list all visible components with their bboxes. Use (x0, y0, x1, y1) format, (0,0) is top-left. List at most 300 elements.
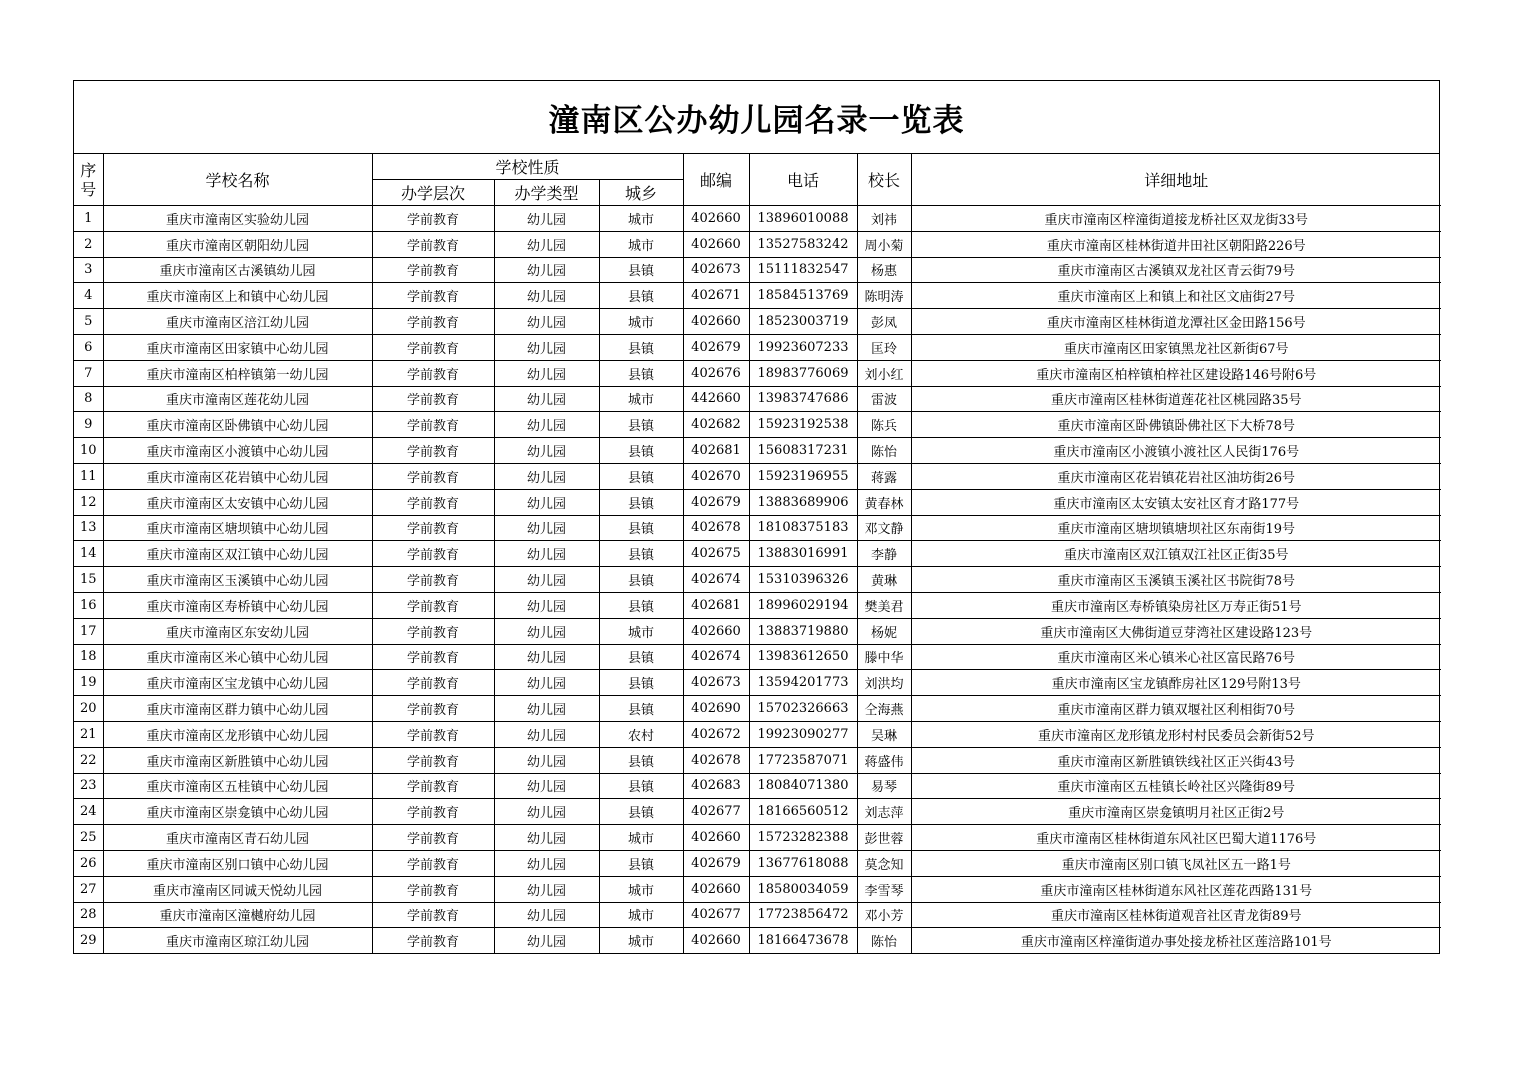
cell-address: 重庆市潼南区田家镇黑龙社区新街67号 (911, 334, 1441, 360)
cell-phone: 18580034059 (749, 876, 857, 902)
cell-area: 城市 (599, 206, 683, 232)
table-row (74, 799, 1441, 825)
cell-area: 县镇 (599, 360, 683, 386)
table-row (74, 644, 1441, 670)
cell-school-name: 重庆市潼南区塘坝镇中心幼儿园 (103, 515, 372, 541)
cell-phone: 15923192538 (749, 412, 857, 438)
cell-type: 幼儿园 (494, 799, 599, 825)
cell-area: 县镇 (599, 412, 683, 438)
cell-type: 幼儿园 (494, 825, 599, 851)
cell-principal: 滕中华 (857, 644, 911, 670)
cell-principal: 刘志萍 (857, 799, 911, 825)
cell-area: 县镇 (599, 644, 683, 670)
cell-postcode: 402671 (683, 283, 749, 309)
cell-seq: 16 (74, 592, 103, 618)
cell-postcode: 402673 (683, 257, 749, 283)
cell-level: 学前教育 (372, 206, 494, 232)
cell-postcode: 402675 (683, 541, 749, 567)
cell-phone: 19923607233 (749, 334, 857, 360)
table-row (74, 489, 1441, 515)
cell-postcode: 402674 (683, 567, 749, 593)
table-row (74, 309, 1441, 335)
cell-address: 重庆市潼南区五桂镇长岭社区兴隆街89号 (911, 773, 1441, 799)
cell-seq: 17 (74, 618, 103, 644)
cell-address: 重庆市潼南区大佛街道豆芽湾社区建设路123号 (911, 618, 1441, 644)
cell-postcode: 402670 (683, 463, 749, 489)
table-row (74, 231, 1441, 257)
cell-seq: 22 (74, 747, 103, 773)
cell-level: 学前教育 (372, 463, 494, 489)
cell-postcode: 402682 (683, 412, 749, 438)
cell-type: 幼儿园 (494, 515, 599, 541)
cell-school-name: 重庆市潼南区同诚天悦幼儿园 (103, 876, 372, 902)
cell-school-name: 重庆市潼南区涪江幼儿园 (103, 309, 372, 335)
cell-school-name: 重庆市潼南区玉溪镇中心幼儿园 (103, 567, 372, 593)
cell-school-name: 重庆市潼南区宝龙镇中心幼儿园 (103, 670, 372, 696)
cell-school-name: 重庆市潼南区田家镇中心幼儿园 (103, 334, 372, 360)
cell-school-name: 重庆市潼南区群力镇中心幼儿园 (103, 696, 372, 722)
cell-level: 学前教育 (372, 257, 494, 283)
cell-principal: 蒋盛伟 (857, 747, 911, 773)
table-body (74, 206, 1441, 954)
cell-phone: 18108375183 (749, 515, 857, 541)
cell-address: 重庆市潼南区花岩镇花岩社区油坊街26号 (911, 463, 1441, 489)
cell-type: 幼儿园 (494, 463, 599, 489)
cell-phone: 18166473678 (749, 928, 857, 953)
table-row (74, 412, 1441, 438)
cell-type: 幼儿园 (494, 670, 599, 696)
cell-postcode: 402681 (683, 592, 749, 618)
cell-address: 重庆市潼南区桂林街道东风社区莲花西路131号 (911, 876, 1441, 902)
cell-area: 县镇 (599, 592, 683, 618)
cell-postcode: 402660 (683, 618, 749, 644)
cell-level: 学前教育 (372, 334, 494, 360)
cell-school-name: 重庆市潼南区别口镇中心幼儿园 (103, 850, 372, 876)
cell-type: 幼儿园 (494, 618, 599, 644)
cell-seq: 21 (74, 721, 103, 747)
cell-principal: 黄琳 (857, 567, 911, 593)
cell-postcode: 402674 (683, 644, 749, 670)
cell-phone: 17723856472 (749, 902, 857, 928)
cell-area: 城市 (599, 618, 683, 644)
cell-postcode: 442660 (683, 386, 749, 412)
cell-area: 县镇 (599, 747, 683, 773)
cell-phone: 13677618088 (749, 850, 857, 876)
table-row (74, 386, 1441, 412)
cell-type: 幼儿园 (494, 850, 599, 876)
cell-phone: 18523003719 (749, 309, 857, 335)
cell-seq: 9 (74, 412, 103, 438)
cell-phone: 13883016991 (749, 541, 857, 567)
cell-area: 县镇 (599, 670, 683, 696)
cell-type: 幼儿园 (494, 283, 599, 309)
cell-seq: 28 (74, 902, 103, 928)
table-row (74, 670, 1441, 696)
header-name: 学校名称 (103, 154, 372, 206)
cell-principal: 李静 (857, 541, 911, 567)
cell-area: 县镇 (599, 567, 683, 593)
cell-school-name: 重庆市潼南区实验幼儿园 (103, 206, 372, 232)
cell-seq: 27 (74, 876, 103, 902)
cell-area: 县镇 (599, 463, 683, 489)
cell-area: 农村 (599, 721, 683, 747)
cell-type: 幼儿园 (494, 334, 599, 360)
cell-type: 幼儿园 (494, 231, 599, 257)
cell-school-name: 重庆市潼南区崇龛镇中心幼儿园 (103, 799, 372, 825)
table-row (74, 902, 1441, 928)
cell-principal: 陈怡 (857, 928, 911, 953)
cell-principal: 刘祎 (857, 206, 911, 232)
cell-area: 县镇 (599, 515, 683, 541)
cell-school-name: 重庆市潼南区龙形镇中心幼儿园 (103, 721, 372, 747)
cell-phone: 13883689906 (749, 489, 857, 515)
cell-principal: 匡玲 (857, 334, 911, 360)
cell-principal: 陈怡 (857, 438, 911, 464)
table-row (74, 773, 1441, 799)
cell-seq: 2 (74, 231, 103, 257)
cell-seq: 19 (74, 670, 103, 696)
cell-school-name: 重庆市潼南区新胜镇中心幼儿园 (103, 747, 372, 773)
cell-principal: 刘洪均 (857, 670, 911, 696)
table-row (74, 876, 1441, 902)
cell-type: 幼儿园 (494, 386, 599, 412)
cell-principal: 彭凤 (857, 309, 911, 335)
table-row (74, 515, 1441, 541)
cell-address: 重庆市潼南区梓潼街道办事处接龙桥社区莲涪路101号 (911, 928, 1441, 953)
cell-address: 重庆市潼南区寿桥镇染房社区万寿正街51号 (911, 592, 1441, 618)
cell-type: 幼儿园 (494, 928, 599, 953)
header-nature: 学校性质 (372, 154, 683, 180)
cell-area: 县镇 (599, 773, 683, 799)
cell-level: 学前教育 (372, 747, 494, 773)
cell-principal: 樊美君 (857, 592, 911, 618)
cell-postcode: 402660 (683, 825, 749, 851)
table-row (74, 283, 1441, 309)
cell-phone: 13594201773 (749, 670, 857, 696)
cell-principal: 仝海燕 (857, 696, 911, 722)
cell-area: 县镇 (599, 438, 683, 464)
cell-type: 幼儿园 (494, 644, 599, 670)
cell-school-name: 重庆市潼南区米心镇中心幼儿园 (103, 644, 372, 670)
cell-type: 幼儿园 (494, 696, 599, 722)
cell-principal: 邓小芳 (857, 902, 911, 928)
cell-principal: 蒋露 (857, 463, 911, 489)
cell-phone: 15702326663 (749, 696, 857, 722)
table-row (74, 360, 1441, 386)
cell-type: 幼儿园 (494, 206, 599, 232)
header-postcode: 邮编 (683, 154, 749, 206)
cell-phone: 13983612650 (749, 644, 857, 670)
cell-area: 县镇 (599, 799, 683, 825)
header-address: 详细地址 (911, 154, 1441, 206)
cell-seq: 4 (74, 283, 103, 309)
cell-phone: 13527583242 (749, 231, 857, 257)
cell-level: 学前教育 (372, 360, 494, 386)
cell-type: 幼儿园 (494, 360, 599, 386)
cell-address: 重庆市潼南区塘坝镇塘坝社区东南街19号 (911, 515, 1441, 541)
cell-level: 学前教育 (372, 696, 494, 722)
cell-area: 县镇 (599, 696, 683, 722)
cell-address: 重庆市潼南区小渡镇小渡社区人民街176号 (911, 438, 1441, 464)
cell-postcode: 402660 (683, 309, 749, 335)
cell-school-name: 重庆市潼南区上和镇中心幼儿园 (103, 283, 372, 309)
cell-type: 幼儿园 (494, 721, 599, 747)
cell-school-name: 重庆市潼南区花岩镇中心幼儿园 (103, 463, 372, 489)
cell-principal: 刘小红 (857, 360, 911, 386)
cell-seq: 29 (74, 928, 103, 953)
cell-seq: 24 (74, 799, 103, 825)
cell-postcode: 402660 (683, 876, 749, 902)
cell-address: 重庆市潼南区上和镇上和社区文庙街27号 (911, 283, 1441, 309)
cell-phone: 15723282388 (749, 825, 857, 851)
cell-school-name: 重庆市潼南区古溪镇幼儿园 (103, 257, 372, 283)
cell-area: 县镇 (599, 850, 683, 876)
cell-level: 学前教育 (372, 825, 494, 851)
cell-phone: 18084071380 (749, 773, 857, 799)
table-row (74, 618, 1441, 644)
cell-principal: 陈明涛 (857, 283, 911, 309)
cell-level: 学前教育 (372, 412, 494, 438)
cell-type: 幼儿园 (494, 747, 599, 773)
cell-level: 学前教育 (372, 592, 494, 618)
cell-address: 重庆市潼南区米心镇米心社区富民路76号 (911, 644, 1441, 670)
table-row (74, 334, 1441, 360)
cell-phone: 13883719880 (749, 618, 857, 644)
cell-level: 学前教育 (372, 618, 494, 644)
cell-level: 学前教育 (372, 438, 494, 464)
cell-address: 重庆市潼南区梓潼街道接龙桥社区双龙街33号 (911, 206, 1441, 232)
cell-school-name: 重庆市潼南区双江镇中心幼儿园 (103, 541, 372, 567)
cell-level: 学前教育 (372, 386, 494, 412)
cell-address: 重庆市潼南区群力镇双堰社区利相街70号 (911, 696, 1441, 722)
cell-phone: 15923196955 (749, 463, 857, 489)
cell-area: 县镇 (599, 489, 683, 515)
cell-school-name: 重庆市潼南区青石幼儿园 (103, 825, 372, 851)
cell-seq: 12 (74, 489, 103, 515)
cell-principal: 李雪琴 (857, 876, 911, 902)
cell-principal: 吴琳 (857, 721, 911, 747)
cell-area: 城市 (599, 231, 683, 257)
cell-level: 学前教育 (372, 541, 494, 567)
cell-area: 县镇 (599, 283, 683, 309)
cell-principal: 邓文静 (857, 515, 911, 541)
cell-address: 重庆市潼南区太安镇太安社区育才路177号 (911, 489, 1441, 515)
cell-principal: 杨惠 (857, 257, 911, 283)
cell-phone: 17723587071 (749, 747, 857, 773)
page-title: 潼南区公办幼儿园名录一览表 (74, 81, 1439, 154)
cell-phone: 13983747686 (749, 386, 857, 412)
cell-type: 幼儿园 (494, 876, 599, 902)
cell-type: 幼儿园 (494, 902, 599, 928)
cell-postcode: 402660 (683, 231, 749, 257)
cell-level: 学前教育 (372, 902, 494, 928)
cell-area: 县镇 (599, 257, 683, 283)
table-row (74, 721, 1441, 747)
cell-seq: 7 (74, 360, 103, 386)
cell-phone: 18983776069 (749, 360, 857, 386)
header-level: 办学层次 (372, 180, 494, 206)
cell-address: 重庆市潼南区桂林街道莲花社区桃园路35号 (911, 386, 1441, 412)
cell-address: 重庆市潼南区玉溪镇玉溪社区书院街78号 (911, 567, 1441, 593)
cell-phone: 15111832547 (749, 257, 857, 283)
cell-type: 幼儿园 (494, 592, 599, 618)
cell-area: 县镇 (599, 541, 683, 567)
cell-phone: 18166560512 (749, 799, 857, 825)
cell-school-name: 重庆市潼南区小渡镇中心幼儿园 (103, 438, 372, 464)
cell-address: 重庆市潼南区柏梓镇柏梓社区建设路146号附6号 (911, 360, 1441, 386)
cell-address: 重庆市潼南区龙形镇龙形村村民委员会新街52号 (911, 721, 1441, 747)
cell-level: 学前教育 (372, 309, 494, 335)
cell-principal: 彭世蓉 (857, 825, 911, 851)
cell-seq: 13 (74, 515, 103, 541)
cell-level: 学前教育 (372, 644, 494, 670)
kindergarten-table (74, 154, 1441, 953)
cell-area: 城市 (599, 825, 683, 851)
cell-type: 幼儿园 (494, 438, 599, 464)
cell-address: 重庆市潼南区桂林街道观音社区青龙街89号 (911, 902, 1441, 928)
cell-level: 学前教育 (372, 515, 494, 541)
cell-phone: 18584513769 (749, 283, 857, 309)
cell-seq: 11 (74, 463, 103, 489)
cell-seq: 14 (74, 541, 103, 567)
table-row (74, 850, 1441, 876)
table-row (74, 825, 1441, 851)
header-phone: 电话 (749, 154, 857, 206)
cell-address: 重庆市潼南区桂林街道井田社区朝阳路226号 (911, 231, 1441, 257)
table-row (74, 567, 1441, 593)
cell-area: 城市 (599, 876, 683, 902)
kindergarten-list-sheet (73, 80, 1440, 954)
header-area: 城乡 (599, 180, 683, 206)
cell-type: 幼儿园 (494, 567, 599, 593)
cell-phone: 19923090277 (749, 721, 857, 747)
cell-principal: 黄春林 (857, 489, 911, 515)
cell-seq: 8 (74, 386, 103, 412)
cell-level: 学前教育 (372, 876, 494, 902)
cell-postcode: 402679 (683, 850, 749, 876)
cell-address: 重庆市潼南区卧佛镇卧佛社区下大桥78号 (911, 412, 1441, 438)
cell-postcode: 402690 (683, 696, 749, 722)
cell-school-name: 重庆市潼南区太安镇中心幼儿园 (103, 489, 372, 515)
cell-postcode: 402672 (683, 721, 749, 747)
cell-level: 学前教育 (372, 231, 494, 257)
cell-phone: 15310396326 (749, 567, 857, 593)
table-row (74, 928, 1441, 953)
header-type: 办学类型 (494, 180, 599, 206)
cell-postcode: 402681 (683, 438, 749, 464)
table-header (74, 154, 1441, 206)
cell-seq: 25 (74, 825, 103, 851)
cell-area: 县镇 (599, 334, 683, 360)
cell-address: 重庆市潼南区崇龛镇明月社区正街2号 (911, 799, 1441, 825)
cell-seq: 20 (74, 696, 103, 722)
cell-school-name: 重庆市潼南区莲花幼儿园 (103, 386, 372, 412)
cell-seq: 5 (74, 309, 103, 335)
cell-address: 重庆市潼南区双江镇双江社区正街35号 (911, 541, 1441, 567)
cell-principal: 杨妮 (857, 618, 911, 644)
cell-area: 城市 (599, 309, 683, 335)
header-principal: 校长 (857, 154, 911, 206)
table-row (74, 592, 1441, 618)
cell-school-name: 重庆市潼南区卧佛镇中心幼儿园 (103, 412, 372, 438)
cell-school-name: 重庆市潼南区朝阳幼儿园 (103, 231, 372, 257)
cell-phone: 13896010088 (749, 206, 857, 232)
cell-address: 重庆市潼南区新胜镇铁线社区正兴街43号 (911, 747, 1441, 773)
cell-postcode: 402683 (683, 773, 749, 799)
cell-seq: 15 (74, 567, 103, 593)
cell-seq: 23 (74, 773, 103, 799)
cell-school-name: 重庆市潼南区琼江幼儿园 (103, 928, 372, 953)
header-seq: 序号 (74, 154, 103, 206)
cell-phone: 15608317231 (749, 438, 857, 464)
cell-postcode: 402679 (683, 489, 749, 515)
cell-postcode: 402673 (683, 670, 749, 696)
table-row (74, 747, 1441, 773)
cell-principal: 易琴 (857, 773, 911, 799)
cell-level: 学前教育 (372, 721, 494, 747)
cell-principal: 周小菊 (857, 231, 911, 257)
table-row (74, 696, 1441, 722)
cell-seq: 18 (74, 644, 103, 670)
cell-principal: 莫念知 (857, 850, 911, 876)
cell-type: 幼儿园 (494, 773, 599, 799)
cell-postcode: 402676 (683, 360, 749, 386)
cell-type: 幼儿园 (494, 489, 599, 515)
cell-level: 学前教育 (372, 850, 494, 876)
cell-principal: 陈兵 (857, 412, 911, 438)
cell-school-name: 重庆市潼南区寿桥镇中心幼儿园 (103, 592, 372, 618)
cell-level: 学前教育 (372, 773, 494, 799)
table-row (74, 438, 1441, 464)
cell-area: 城市 (599, 386, 683, 412)
table-row (74, 257, 1441, 283)
cell-level: 学前教育 (372, 567, 494, 593)
cell-level: 学前教育 (372, 283, 494, 309)
cell-level: 学前教育 (372, 799, 494, 825)
cell-school-name: 重庆市潼南区五桂镇中心幼儿园 (103, 773, 372, 799)
cell-type: 幼儿园 (494, 309, 599, 335)
cell-postcode: 402679 (683, 334, 749, 360)
cell-postcode: 402660 (683, 206, 749, 232)
cell-postcode: 402678 (683, 515, 749, 541)
cell-type: 幼儿园 (494, 257, 599, 283)
cell-school-name: 重庆市潼南区东安幼儿园 (103, 618, 372, 644)
cell-postcode: 402677 (683, 799, 749, 825)
cell-seq: 10 (74, 438, 103, 464)
cell-level: 学前教育 (372, 489, 494, 515)
cell-postcode: 402677 (683, 902, 749, 928)
cell-seq: 3 (74, 257, 103, 283)
cell-level: 学前教育 (372, 670, 494, 696)
cell-postcode: 402678 (683, 747, 749, 773)
cell-address: 重庆市潼南区桂林街道东风社区巴蜀大道1176号 (911, 825, 1441, 851)
cell-area: 城市 (599, 928, 683, 953)
table-row (74, 206, 1441, 232)
cell-postcode: 402660 (683, 928, 749, 953)
cell-type: 幼儿园 (494, 541, 599, 567)
table-row (74, 463, 1441, 489)
cell-seq: 6 (74, 334, 103, 360)
cell-level: 学前教育 (372, 928, 494, 953)
cell-address: 重庆市潼南区古溪镇双龙社区青云街79号 (911, 257, 1441, 283)
cell-principal: 雷波 (857, 386, 911, 412)
cell-school-name: 重庆市潼南区柏梓镇第一幼儿园 (103, 360, 372, 386)
cell-address: 重庆市潼南区宝龙镇酢房社区129号附13号 (911, 670, 1441, 696)
cell-address: 重庆市潼南区桂林街道龙潭社区金田路156号 (911, 309, 1441, 335)
table-row (74, 541, 1441, 567)
cell-address: 重庆市潼南区别口镇飞凤社区五一路1号 (911, 850, 1441, 876)
cell-type: 幼儿园 (494, 412, 599, 438)
